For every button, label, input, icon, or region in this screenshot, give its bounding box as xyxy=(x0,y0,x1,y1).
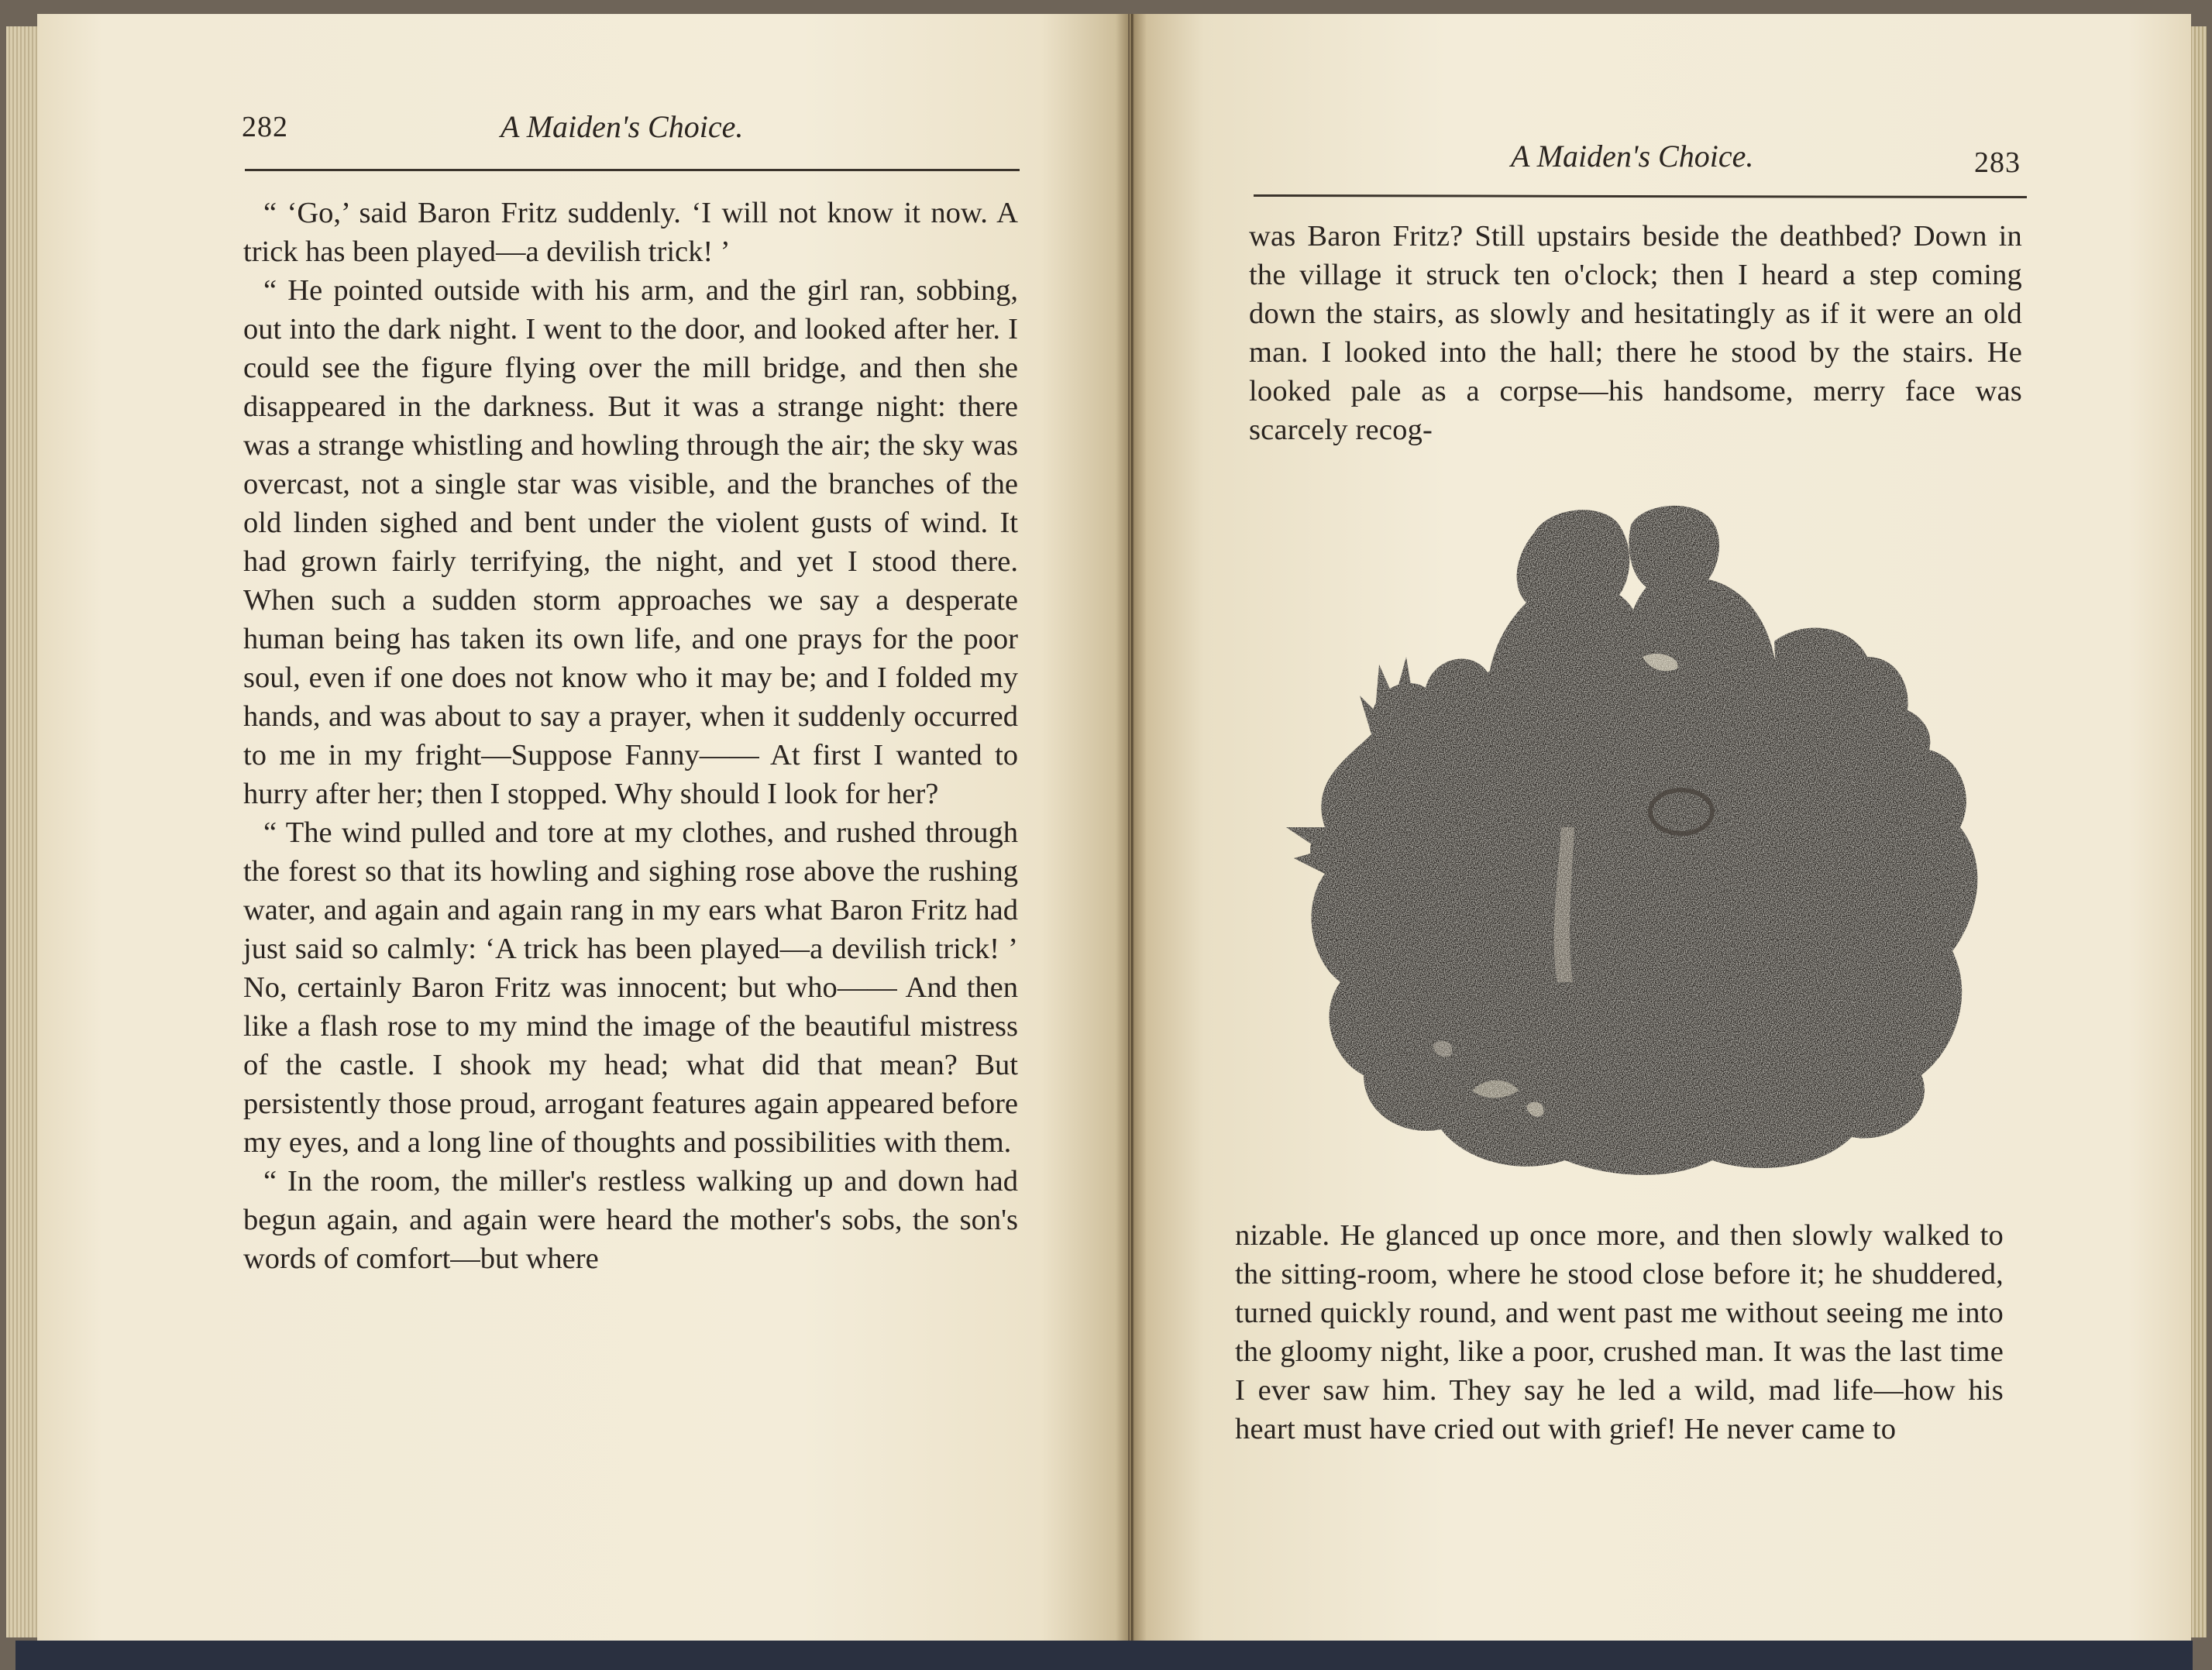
left-header-rule xyxy=(245,169,1020,171)
illustration-couple-silhouette xyxy=(1278,502,1999,1191)
left-running-title: A Maiden's Choice. xyxy=(501,109,744,144)
paragraph: “ The wind pulled and tore at my clothes, and rushed through the forest so that its howling and sighing rose above the rushing water, and again and again rang in my ears what Baron Fritz had just said so calmly: ‘A trick has been played—a devilish trick! ’ No, certainly Baron Fritz was innocent; but who—— And then like a flash rose to my mind the image of the beautiful mistress of the castle. I shook my head; what did that mean? But persistently those proud, arrogant features again appeared before my eyes, and a long line of thoughts and possibilities with them. xyxy=(243,816,1018,1159)
right-running-title: A Maiden's Choice. xyxy=(1511,139,1754,174)
paragraph: “ He pointed outside with his arm, and the girl ran, sobbing, out into the dark night. I went to the door, and looked after her. I could see the figure flying over the mill bridge, and then she disappeared in the darkness. But it was a strange night: there was a strange whistling and howling through the air; the sky was overcast, not a single star was visible, and the branches of the old linden sighed and bent under the violent gusts of wind. It had grown fairly terrifying, the night, and yet I stood there. When such a sudden storm approaches we say a desperate human being has taken its own life, and one prays for the poor soul, even if one does not know who it may be; and I folded my hands, and was about to say a prayer, when it suddenly occurred to me in my fright—Suppose Fanny—— At first I wanted to hurry after her; then I stopped. Why should I look for her? xyxy=(243,274,1018,810)
right-text-below xyxy=(1235,1216,2004,1448)
right-text-above xyxy=(1249,217,2022,449)
right-page-number: 283 xyxy=(1974,146,2021,179)
left-body-text xyxy=(243,194,1018,1278)
paragraph: nizable. He glanced up once more, and then slowly walked to the sitting-room, where he stood close before it; he shuddered, turned quickly round, and went past me without seeing me into the gloomy night, like a poor, crushed man. It was the last time I ever saw him. They say he led a wild, mad life—how his heart must have cried out with grief! He never came to xyxy=(1235,1219,2004,1445)
paragraph: was Baron Fritz? Still upstairs beside the deathbed? Down in the village it struck ten o'clock; then I heard a step coming down the stairs, as slowly and hesitatingly as if it were an old man. I looked into the hall; there he stood by the stairs. He looked pale as a corpse—his handsome, merry face was scarcely recog- xyxy=(1249,220,2022,446)
page-edges-left xyxy=(6,26,40,1637)
book-gutter xyxy=(1116,14,1147,1641)
book-cover-edge xyxy=(15,1641,2193,1670)
paragraph: “ ‘Go,’ said Baron Fritz suddenly. ‘I will not know it now. A trick has been played—a devilish trick! ’ xyxy=(243,197,1018,268)
left-page-number: 282 xyxy=(242,111,288,143)
paragraph: “ In the room, the miller's restless walking up and down had begun again, and again were heard the mother's sobs, the son's words of comfort—but where xyxy=(243,1165,1018,1275)
